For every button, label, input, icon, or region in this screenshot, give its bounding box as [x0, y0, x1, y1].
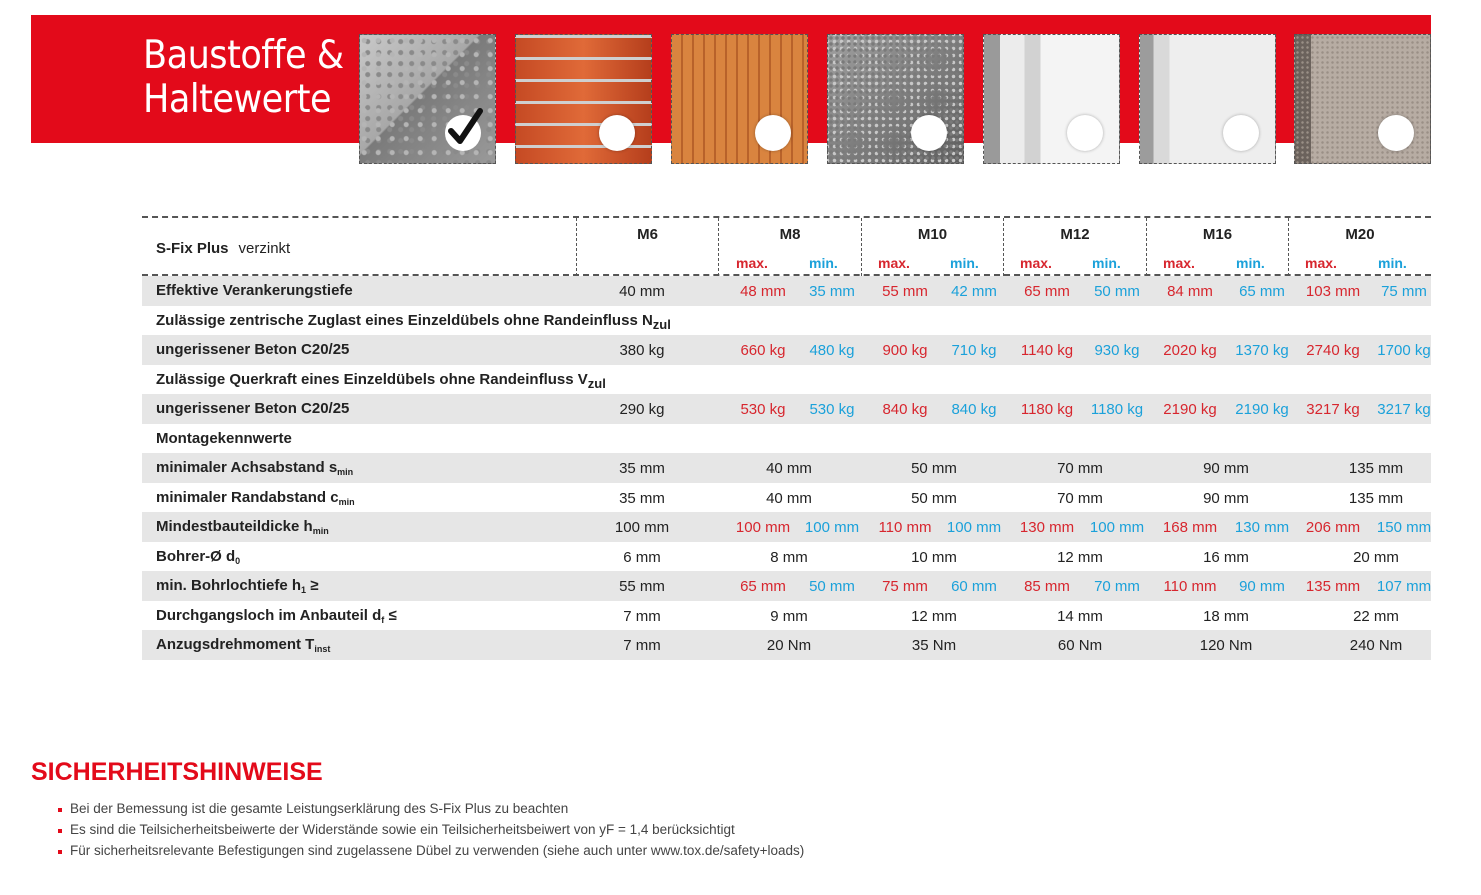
table-cell: 1180 kg [1020, 401, 1074, 418]
table-cell: 50 mm [1094, 283, 1140, 300]
table-cell: 70 mm [1057, 460, 1103, 477]
table-cell: 85 mm [1024, 578, 1070, 595]
row-label [156, 636, 330, 654]
banner-title-line2: Haltewerte [143, 77, 332, 122]
table-cell: 40 mm [619, 283, 665, 300]
row-label-text: ungerissener Beton C20/25 [156, 341, 350, 358]
table-cell: 135 mm [1348, 489, 1404, 507]
unselected-circle-icon [599, 115, 635, 151]
table-cell: 48 mm [740, 283, 786, 300]
row-label [156, 548, 240, 566]
table-cell: 35 mm [619, 460, 665, 477]
header-col-m20 [1288, 218, 1431, 276]
table-cell: 130 mm [1019, 519, 1075, 536]
material-tile-brick[interactable] [515, 34, 652, 164]
table-cell: 90 mm [1203, 460, 1249, 477]
table-cell: 75 mm [1381, 283, 1427, 300]
table-cell: 110 mm [878, 519, 932, 536]
row-label-subscript: 0 [235, 555, 241, 566]
row-label-subscript: zul [587, 375, 606, 391]
row-label [156, 282, 353, 299]
table-cell: 135 mm [1348, 460, 1404, 477]
unselected-circle-icon [1378, 115, 1414, 151]
table-cell: 20 mm [1353, 548, 1399, 566]
table-cell: 7 mm [623, 637, 661, 654]
table-cell: 120 Nm [1199, 637, 1253, 654]
table-cell: 7 mm [623, 607, 661, 625]
table-cell: 900 kg [882, 342, 928, 359]
row-label-text: Zulässige Querkraft eines Einzeldübels ohne Randeinfluss V [156, 370, 588, 388]
max-label: max. [878, 255, 910, 271]
table-cell: 130 mm [1234, 519, 1290, 536]
table-cell: 35 mm [809, 283, 855, 300]
table-cell: 75 mm [882, 578, 928, 595]
table-cell: 60 mm [951, 578, 997, 595]
product-name [156, 240, 290, 257]
row-label-text: Durchgangsloch im Anbauteil d [156, 606, 382, 624]
unselected-circle-icon [1223, 115, 1259, 151]
row-label-text: Bohrer-Ø d [156, 547, 236, 565]
row-label [156, 430, 292, 447]
row-label-text: Anzugsdrehmoment T [156, 636, 315, 653]
row-label-text: Effektive Verankerungstiefe [156, 282, 353, 299]
header-col-m6 [576, 218, 718, 276]
table-cell: 50 mm [911, 460, 957, 477]
table-cell: 16 mm [1203, 548, 1249, 566]
table-cell: 70 mm [1057, 489, 1103, 507]
material-tile-plasterboard[interactable] [1139, 34, 1276, 164]
table-cell: 2020 kg [1163, 342, 1217, 359]
row-label-text: Zulässige zentrische Zuglast eines Einzeldübels ohne Randeinfluss N [156, 311, 653, 329]
table-row [142, 601, 1431, 631]
safety-title: SICHERHEITSHINWEISE [31, 758, 323, 786]
table-cell: 100 mm [804, 519, 860, 536]
table-cell: 60 Nm [1057, 637, 1103, 654]
table-row [142, 630, 1431, 660]
table-cell: 55 mm [619, 578, 665, 595]
list-item: Bei der Bemessung ist die gesamte Leistungserklärung des S-Fix Plus zu beachten [56, 801, 804, 822]
row-label-subscript: zul [652, 316, 671, 332]
row-label-subscript: f [381, 614, 385, 625]
table-cell: 110 mm [1163, 578, 1217, 595]
table-cell: 70 mm [1094, 578, 1140, 595]
table-cell: 65 mm [1239, 283, 1285, 300]
load-values-table [142, 216, 1431, 660]
material-tile-aerated-concrete[interactable] [983, 34, 1120, 164]
table-cell: 90 mm [1239, 578, 1285, 595]
table-cell: 100 mm [614, 519, 670, 536]
table-cell: 710 kg [951, 342, 997, 359]
table-row [142, 453, 1431, 483]
table-cell: 6 mm [623, 548, 661, 566]
table-cell: 12 mm [1057, 548, 1103, 566]
row-label [156, 607, 397, 625]
unselected-circle-icon [1067, 115, 1103, 151]
row-label-text: min. Bohrlochtiefe h [156, 577, 302, 594]
table-cell: 10 mm [911, 548, 957, 566]
banner-title-line1: Baustoffe & [143, 33, 344, 78]
table-cell: 1700 kg [1377, 342, 1431, 359]
row-label [156, 577, 318, 595]
table-cell: 530 kg [809, 401, 855, 418]
table-row [142, 571, 1431, 601]
unselected-circle-icon [911, 115, 947, 151]
row-label-subscript: inst [314, 644, 331, 654]
table-cell: 840 kg [882, 401, 928, 418]
min-label: min. [1236, 255, 1265, 271]
min-label: min. [1378, 255, 1407, 271]
table-cell: 290 kg [619, 401, 665, 418]
table-cell: 1370 kg [1235, 342, 1289, 359]
header-col-m16 [1146, 218, 1288, 276]
table-cell: 65 mm [740, 578, 786, 595]
row-label [156, 489, 355, 507]
table-cell: 480 kg [809, 342, 855, 359]
unselected-circle-icon [755, 115, 791, 151]
table-cell: 8 mm [770, 548, 808, 566]
row-label-subscript: min [312, 526, 329, 536]
size-label: M8 [779, 226, 801, 243]
table-cell: 65 mm [1024, 283, 1070, 300]
table-cell: 9 mm [770, 607, 808, 625]
table-row [142, 512, 1431, 542]
row-label-text: minimaler Achsabstand s [156, 459, 338, 476]
table-cell: 1140 kg [1020, 342, 1074, 359]
row-label [156, 459, 353, 477]
table-cell: 930 kg [1094, 342, 1140, 359]
table-cell: 20 Nm [766, 637, 812, 654]
table-row [142, 365, 1431, 395]
row-label-text: minimaler Randabstand c [156, 488, 339, 506]
table-cell: 3217 kg [1306, 401, 1360, 418]
product-finish: verzinkt [238, 240, 291, 257]
table-cell: 660 kg [740, 342, 786, 359]
table-cell: 14 mm [1057, 607, 1103, 625]
table-row [142, 276, 1431, 306]
row-label [156, 400, 349, 417]
header-col-m10 [861, 218, 1003, 276]
header-col-m8 [718, 218, 861, 276]
size-label: M16 [1202, 226, 1233, 243]
row-label-subscript: min [337, 467, 354, 477]
max-label: max. [1020, 255, 1052, 271]
material-tile-perforated-brick[interactable] [671, 34, 808, 164]
table-cell: 55 mm [882, 283, 928, 300]
material-tile-concrete[interactable] [359, 34, 496, 164]
table-cell: 1180 kg [1090, 401, 1144, 418]
size-label: M20 [1345, 226, 1375, 243]
size-label: M6 [637, 226, 658, 243]
banner-title [143, 34, 344, 122]
table-cell: 90 mm [1203, 489, 1249, 507]
row-label-text: Montagekennwerte [156, 429, 292, 447]
material-tile-natural-stone[interactable] [1294, 34, 1431, 164]
table-cell: 380 kg [619, 342, 665, 359]
row-label-text: Mindestbauteildicke h [156, 518, 313, 535]
table-cell: 840 kg [951, 401, 997, 418]
list-item: Für sicherheitsrelevante Befestigungen sind zugelassene Dübel zu verwenden (siehe auch unter www.tox.de/safety+loads) [56, 843, 804, 864]
size-label: M10 [917, 226, 948, 243]
table-row [142, 542, 1431, 572]
list-item: Es sind die Teilsicherheitsbeiwerte der Widerstände sowie ein Teilsicherheitsbeiwert von yF = 1,4 berücksichtigt [56, 822, 804, 843]
min-label: min. [950, 255, 979, 271]
table-row [142, 306, 1431, 336]
table-cell: 3217 kg [1377, 401, 1431, 418]
row-label-text: ungerissener Beton C20/25 [156, 400, 350, 417]
row-label-suffix: ≥ [306, 577, 319, 594]
material-tile-lightweight-block[interactable] [827, 34, 964, 164]
row-label-subscript: 1 [301, 585, 307, 595]
table-cell: 40 mm [766, 460, 812, 477]
table-cell: 206 mm [1305, 519, 1361, 536]
table-cell: 150 mm [1376, 519, 1432, 536]
table-row [142, 394, 1431, 424]
table-cell: 530 kg [740, 401, 786, 418]
table-cell: 84 mm [1167, 283, 1213, 300]
table-cell: 22 mm [1353, 607, 1399, 625]
table-row [142, 335, 1431, 365]
table-cell: 240 Nm [1349, 637, 1403, 654]
table-cell: 2190 kg [1163, 401, 1217, 418]
table-cell: 12 mm [911, 607, 957, 625]
max-label: max. [1163, 255, 1195, 271]
table-cell: 35 mm [619, 489, 665, 507]
table-cell: 2740 kg [1306, 342, 1360, 359]
table-cell: 2190 kg [1235, 401, 1289, 418]
size-label: M12 [1060, 226, 1090, 243]
table-cell: 107 mm [1376, 578, 1432, 595]
min-label: min. [1092, 255, 1121, 271]
row-label-suffix: ≤ [384, 606, 397, 624]
table-cell: 100 mm [735, 519, 791, 536]
table-cell: 40 mm [766, 489, 812, 507]
table-cell: 50 mm [809, 578, 855, 595]
row-label [156, 518, 329, 536]
checkmark-icon [438, 103, 488, 153]
table-cell: 168 mm [1162, 519, 1218, 536]
table-cell: 100 mm [1089, 519, 1145, 536]
product-label: S-Fix Plus [156, 240, 229, 257]
min-label: min. [809, 255, 838, 271]
table-cell: 18 mm [1203, 607, 1249, 625]
safety-list [56, 801, 804, 864]
table-row [142, 483, 1431, 513]
table-cell: 42 mm [951, 283, 997, 300]
table-cell: 50 mm [911, 489, 957, 507]
header-col-m12 [1003, 218, 1146, 276]
row-label [156, 371, 606, 391]
table-cell: 103 mm [1305, 283, 1361, 300]
table-cell: 135 mm [1305, 578, 1361, 595]
row-label [156, 312, 671, 332]
max-label: max. [1305, 255, 1337, 271]
table-cell: 35 Nm [911, 637, 957, 654]
table-row [142, 424, 1431, 454]
row-label-subscript: min [338, 496, 355, 507]
table-cell: 100 mm [946, 519, 1002, 536]
row-label [156, 341, 349, 358]
table-header [142, 216, 1431, 276]
max-label: max. [736, 255, 768, 271]
